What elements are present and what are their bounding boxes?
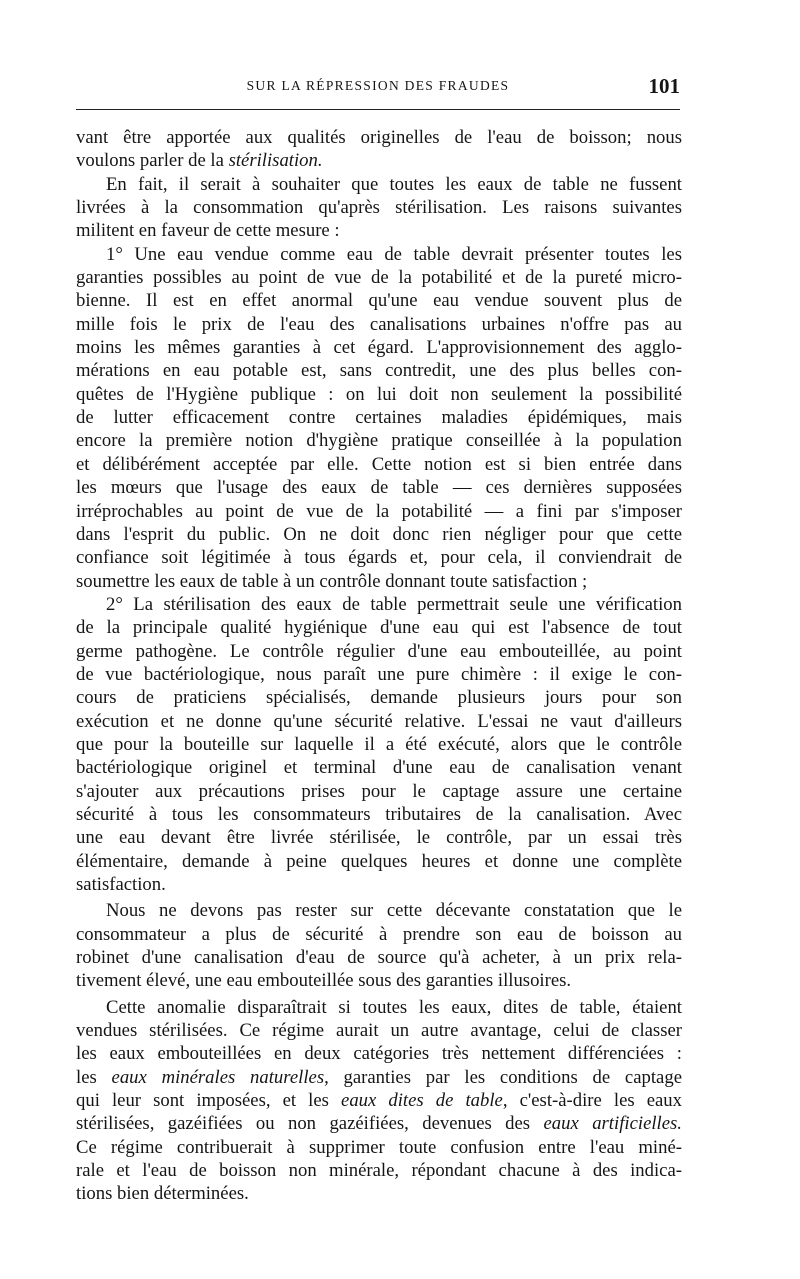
paragraph-continuation <box>76 126 682 173</box>
text-line: de la principale qualité hygiénique d'une eau qui est l'absence de tout <box>76 617 682 639</box>
text-line: élémentaire, demande à peine quelques heures et donne une complète <box>76 850 682 872</box>
text-line: tivement élevé, une eau embouteillée sous des garanties illusoires. <box>76 970 572 992</box>
text-fragment: voulons parler de la <box>76 150 229 172</box>
running-title: SUR LA RÉPRESSION DES FRAUDES <box>246 78 510 93</box>
text-line: satisfaction. <box>76 874 166 895</box>
paragraph-point-2 <box>76 593 682 896</box>
text-fragment: , garanties par les conditions de captage <box>324 1066 682 1088</box>
text-line: tions bien déterminées. <box>76 1183 249 1205</box>
text-line: les mœurs que l'usage des eaux de table — ces dernières supposées <box>76 477 682 499</box>
text-line: quêtes de l'Hygiène publique : on lui doit non seulement la possibilité <box>76 383 682 405</box>
body-text <box>76 126 682 1206</box>
text-line: garanties possibles au point de vue de la potabilité et de la pureté micro- <box>76 267 682 289</box>
text-line: irréprochables au point de vue de la potabilité — a fini par s'imposer <box>76 500 682 522</box>
text-line: robinet d'une canalisation d'eau de source qu'à acheter, à un prix rela- <box>76 947 682 969</box>
text-line: rale et l'eau de boisson non minérale, répondant chacune à des indica- <box>76 1160 682 1182</box>
text-line: de vue bactériologique, nous paraît une pure chimère : il exige le con- <box>76 663 682 685</box>
text-fragment: , c'est-à-dire les eaux <box>502 1090 682 1112</box>
text-line: mérations en eau potable est, sans contredit, une des plus belles con- <box>76 360 682 382</box>
text-line: exécution et ne donne qu'une sécurité relative. L'essai ne vaut d'ailleurs <box>76 710 682 732</box>
page-number: 101 <box>648 74 680 98</box>
text-line <box>76 1066 682 1089</box>
italic-term: stérilisation. <box>228 150 323 172</box>
text-line: bienne. Il est en effet anormal qu'une eau vendue souvent plus de <box>76 290 682 312</box>
italic-term: eaux dites de table <box>341 1090 503 1112</box>
text-line: germe pathogène. Le contrôle régulier d'une eau embouteillée, au point <box>76 640 682 662</box>
italic-term: eaux minérales naturelles <box>111 1066 325 1088</box>
text-line: Nous ne devons pas rester sur cette décevante constatation que le <box>106 900 682 922</box>
text-line: soumettre les eaux de table à un contrôle donnant toute satisfaction ; <box>76 570 588 592</box>
paragraph <box>76 173 682 243</box>
text-fragment: qui leur sont imposées, et les <box>76 1090 342 1112</box>
text-line <box>76 1112 682 1135</box>
text-line <box>76 1089 682 1112</box>
text-line: bactériologique originel et terminal d'une eau de canalisation venant <box>76 757 682 779</box>
text-line: vant être apportée aux qualités originelles de l'eau de boisson; nous <box>76 127 682 148</box>
header-rule <box>76 109 680 110</box>
text-line: les eaux embouteillées en deux catégories très nettement différenciées : <box>76 1043 682 1065</box>
text-line: mille fois le prix de l'eau des canalisations urbaines n'offre pas au <box>76 313 682 335</box>
text-line: et délibérément acceptée par elle. Cette notion est si bien entrée dans <box>76 453 682 475</box>
running-header <box>76 76 680 102</box>
text-line: moins les mêmes garanties à cet égard. L'approvisionnement des agglo- <box>76 337 682 359</box>
paragraph <box>76 996 682 1206</box>
paragraph-point-1 <box>76 243 682 593</box>
text-line <box>76 149 682 172</box>
text-line: s'ajouter aux précautions prises pour le captage assure une certaine <box>76 780 682 802</box>
text-line: dans l'esprit du public. On ne doit donc rien négliger pour que cette <box>76 523 682 545</box>
text-line: confiance soit légitimée à tous égards et, pour cela, il conviendrait de <box>76 547 682 569</box>
text-line: 2° La stérilisation des eaux de table permettrait seule une vérification <box>106 593 682 615</box>
text-line: militent en faveur de cette mesure : <box>76 220 340 242</box>
text-line: 1° Une eau vendue comme eau de table devrait présenter toutes les <box>106 243 682 265</box>
text-line: sécurité à tous les consommateurs tributaires de la canalisation. Avec <box>76 803 682 825</box>
paragraph <box>76 899 682 992</box>
text-line: vendues stérilisées. Ce régime aurait un autre avantage, celui de classer <box>76 1020 682 1042</box>
text-fragment: les <box>76 1066 112 1088</box>
text-line: Ce régime contribuerait à supprimer toute confusion entre l'eau miné- <box>76 1136 682 1158</box>
text-line: livrées à la consommation qu'après stérilisation. Les raisons suivantes <box>76 197 682 219</box>
italic-term: eaux artificielles. <box>543 1113 682 1135</box>
text-line: encore la première notion d'hygiène pratique conseillée à la population <box>76 430 682 452</box>
text-line: une eau devant être livrée stérilisée, le contrôle, par un essai très <box>76 827 682 849</box>
text-line: de lutter efficacement contre certaines maladies épidémiques, mais <box>76 407 682 429</box>
text-line: En fait, il serait à souhaiter que toutes les eaux de table ne fussent <box>106 173 682 195</box>
text-fragment: stérilisées, gazéifiées ou non gazéifiées, devenues des <box>76 1113 544 1135</box>
text-line: Cette anomalie disparaîtrait si toutes les eaux, dites de table, étaient <box>106 996 682 1018</box>
text-line: cours de praticiens spécialisés, demande plusieurs jours pour son <box>76 687 682 709</box>
text-line: que pour la bouteille sur laquelle il a été exécuté, alors que le contrôle <box>76 733 682 755</box>
text-line: consommateur a plus de sécurité à prendre son eau de boisson au <box>76 923 682 945</box>
